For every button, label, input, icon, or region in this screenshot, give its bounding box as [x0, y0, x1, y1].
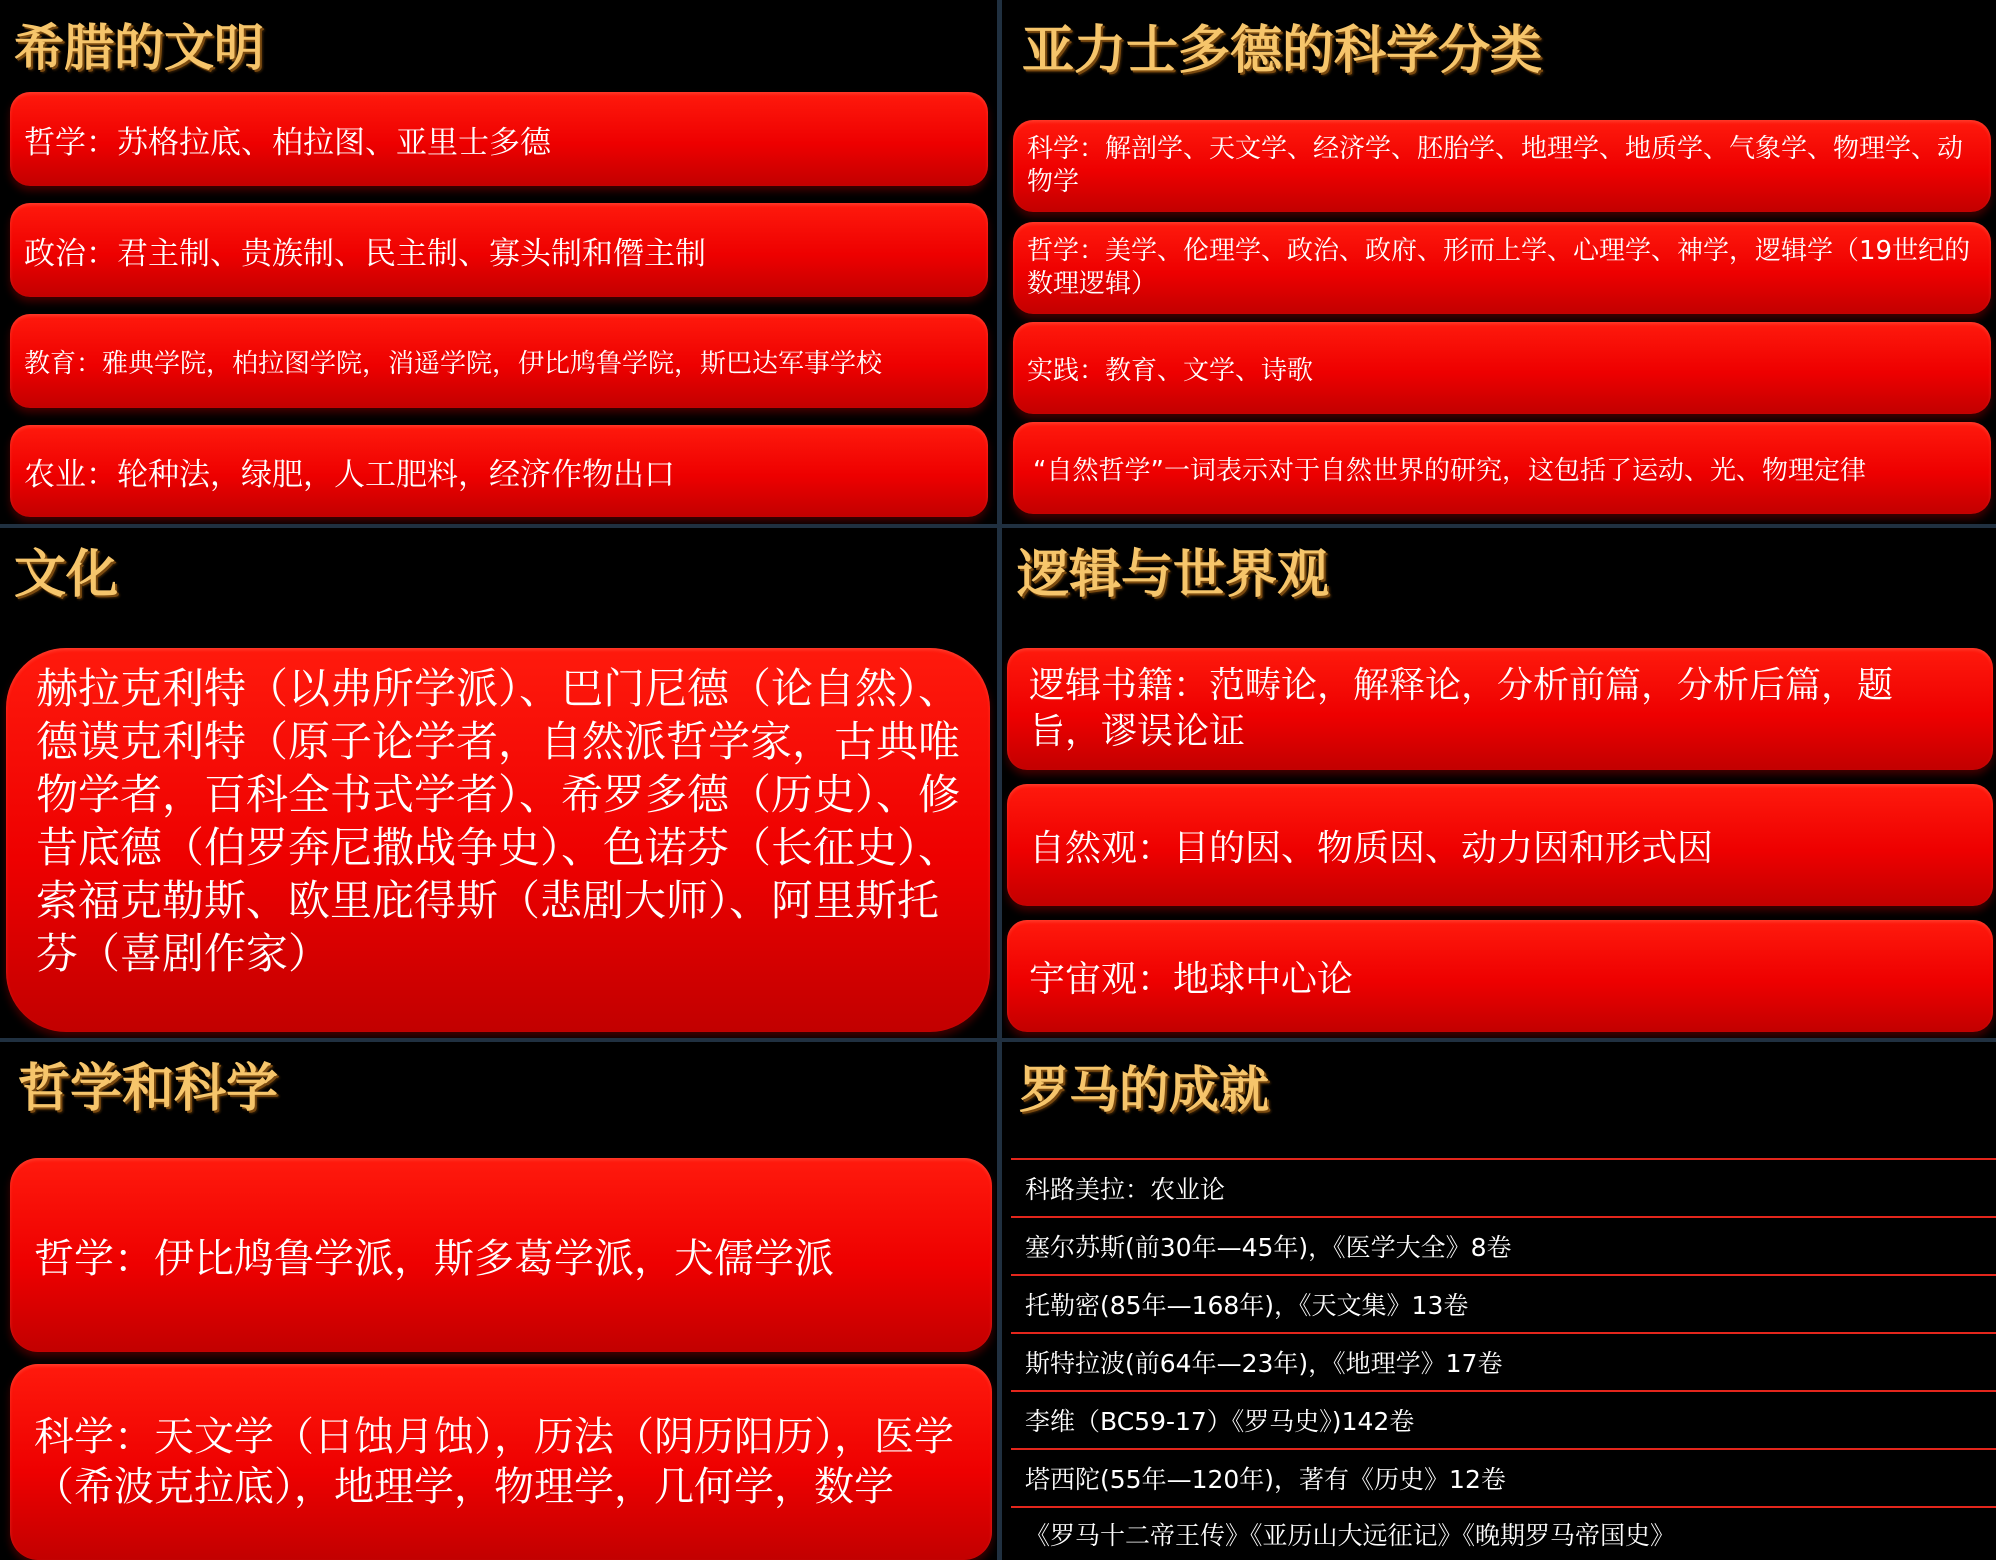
list-item-text: 科学：解剖学、天文学、经济学、胚胎学、地理学、地质学、气象学、物理学、动物学: [1027, 134, 1964, 197]
list-item: [1013, 422, 1991, 514]
list-item: [1011, 1274, 1996, 1332]
list-item: [1011, 1506, 1996, 1560]
list-item-text: 斯特拉波(前64年—23年)，《地理学》17卷: [1025, 1349, 1503, 1378]
list-item: [1011, 1448, 1996, 1506]
panel-title: 希腊的文明: [14, 19, 264, 77]
list-item-text: “自然哲学”一词表示对于自然世界的研究，这包括了运动、光、物理定律: [1033, 455, 1866, 486]
list-item-text: 哲学：伊比鸠鲁学派，斯多葛学派，犬儒学派: [34, 1235, 834, 1282]
list-item: [1011, 1216, 1996, 1274]
list-item: [10, 92, 988, 186]
horizontal-divider-top: [0, 524, 1996, 528]
roman-list: [1011, 1158, 1996, 1560]
vertical-divider: [997, 0, 1002, 1560]
culture-text-box: [6, 648, 990, 1032]
list-item: [10, 314, 988, 408]
list-item-text: 塔西陀(55年—120年)，著有《历史》12卷: [1025, 1465, 1506, 1494]
culture-text: 赫拉克利特（以弗所学派）、巴门尼德（论自然）、德谟克利特（原子论学者，自然派哲学家，古典唯物学者，百科全书式学者）、希罗多德（历史）、修昔底德（伯罗奔尼撒战争史）、色诺芬（长征史）、索福克勒斯、欧里庇得斯（悲剧大师）、阿里斯托芬（喜剧作家）: [36, 664, 961, 978]
list-item-text: 科学：天文学（日蚀月蚀），历法（阴历阳历），医学（希波克拉底），地理学，物理学，几何学，数学: [34, 1414, 954, 1510]
list-item-text: 《罗马十二帝王传》《亚历山大远征记》《晚期罗马帝国史》: [1025, 1521, 1676, 1550]
panel-aristotle-classification: [1003, 0, 1996, 524]
panel-title: 文化: [14, 545, 119, 605]
list-item: [10, 425, 988, 517]
list-item: [10, 1158, 992, 1352]
list-item-text: 科路美拉：农业论: [1025, 1175, 1226, 1204]
list-item-text: 实践：教育、文学、诗歌: [1027, 355, 1314, 386]
list-item-text: 塞尔苏斯(前30年—45年)，《医学大全》8卷: [1025, 1233, 1512, 1262]
list-item-text: 农业：轮种法，绿肥，人工肥料，经济作物出口: [24, 456, 675, 493]
list-item-text: 教育：雅典学院，柏拉图学院，消遥学院，伊比鸠鲁学院，斯巴达军事学校: [24, 348, 883, 379]
list-item: [10, 203, 988, 297]
panel-title: 哲学和科学: [18, 1059, 279, 1119]
panel-title: 罗马的成就: [1019, 1061, 1269, 1119]
list-item-text: 托勒密(85年—168年)，《天文集》13卷: [1025, 1291, 1469, 1320]
list-item: [1011, 1332, 1996, 1390]
list-item-text: 哲学：苏格拉底、柏拉图、亚里士多德: [24, 124, 551, 161]
list-item: [1007, 784, 1993, 906]
list-item: [10, 1364, 992, 1560]
list-item-text: 宇宙观：地球中心论: [1029, 958, 1354, 1000]
panel-logic-worldview: [1003, 528, 1996, 1038]
list-item: [1011, 1390, 1996, 1448]
list-item-text: 政治：君主制、贵族制、民主制、寡头制和僭主制: [24, 235, 706, 272]
list-item: [1013, 222, 1991, 314]
panel-culture: [0, 528, 996, 1038]
list-item-text: 自然观：目的因、物质因、动力因和形式因: [1029, 827, 1714, 869]
list-item-text: 哲学：美学、伦理学、政治、政府、形而上学、心理学、神学，逻辑学（19世纪的数理逻辑）: [1027, 236, 1971, 299]
panel-title: 逻辑与世界观: [1017, 545, 1330, 605]
list-item: [1011, 1158, 1996, 1216]
list-item: [1007, 648, 1993, 770]
list-item-text: 李维（BC59-17）《罗马史》)142卷: [1025, 1407, 1415, 1436]
panel-roman-achievements: [1003, 1042, 1996, 1560]
panel-philosophy-science: [0, 1042, 996, 1560]
list-item-text: 逻辑书籍：范畴论，解释论，分析前篇，分析后篇，题旨，谬误论证: [1029, 665, 1894, 752]
list-item: [1007, 920, 1993, 1032]
panel-greek-civilization: [0, 0, 996, 524]
panel-title: 亚力士多德的科学分类: [1022, 21, 1543, 81]
list-item: [1013, 120, 1991, 212]
list-item: [1013, 322, 1991, 414]
horizontal-divider-bottom: [0, 1038, 1996, 1042]
